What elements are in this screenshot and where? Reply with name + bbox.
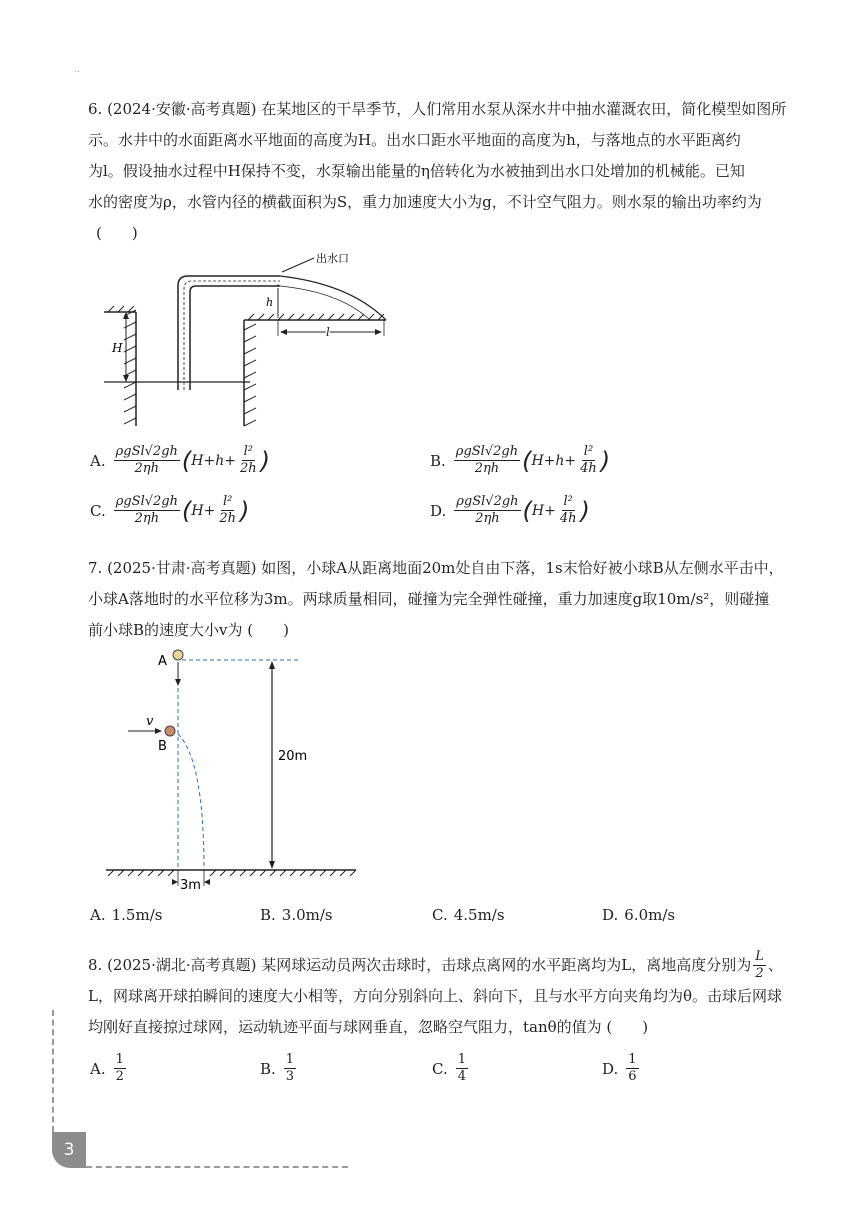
q7-label-v: v	[146, 714, 154, 729]
fraction-denominator: 2h	[219, 511, 236, 526]
expr-inner: H+h+	[191, 452, 236, 469]
q7-label-height: 20m	[278, 749, 308, 764]
corner-mark: ..	[74, 64, 81, 75]
q6-label-l: l	[326, 325, 330, 339]
expr-inner: H+	[191, 502, 216, 519]
option-letter: B.	[430, 451, 446, 470]
option-letter: C.	[90, 501, 106, 520]
q8-option-c[interactable]	[432, 1052, 470, 1085]
option-expression: ( H+h+ $\frac{\text{l²}}{2h}$ )	[181, 444, 270, 476]
fraction-numerator: 1	[285, 1052, 295, 1067]
q6-line: 6. (2024·安徽·高考真题) 在某地区的干旱季节，人们常用水泵从深水井中抽水灌溉农田，简化模型如图所	[88, 100, 787, 118]
option-text: 4.5m/s	[453, 906, 505, 924]
fraction-numerator: ρgSl√2gh	[455, 444, 519, 459]
expr-inner: H+	[531, 502, 556, 519]
option-text: 6.0m/s	[624, 906, 676, 924]
fraction-numerator: 1	[628, 1052, 637, 1067]
option-fraction	[454, 494, 520, 527]
footer-dashed-line	[86, 1166, 348, 1168]
q7-label-A: A	[158, 654, 167, 669]
margin-dashed-line	[52, 1010, 54, 1132]
option-fraction	[114, 444, 180, 477]
q6-line: 水的密度为ρ，水管内径的横截面积为S，重力加速度大小为g，不计空气阻力。则水泵的输出功率约为	[88, 193, 762, 211]
fraction-denominator: 2ηh	[475, 511, 500, 526]
q8-line	[88, 950, 808, 981]
expr-inner: H+h+	[531, 452, 577, 469]
option-letter: A.	[90, 451, 106, 470]
option-text: 3.0m/s	[281, 906, 333, 924]
q8-line: 均刚好直接掠过球网，运动轨迹平面与球网垂直，忽略空气阻力，tanθ的值为 ( )	[88, 1018, 649, 1036]
option-fraction	[454, 444, 520, 477]
option-letter: A.	[90, 1059, 106, 1078]
option-text: 1.5m/s	[111, 906, 163, 924]
ball-b	[165, 726, 175, 736]
q6-line: 为l。假设抽水过程中H保持不变，水泵输出能量的η倍转化为水被抽到出水口处增加的机械能。已知	[88, 162, 745, 180]
q7-figure	[100, 644, 370, 894]
fraction-numerator: 1	[457, 1052, 466, 1067]
q7-option-b[interactable]	[260, 906, 333, 924]
option-expression: ( H+ $\frac{\text{l²}}{4h}$ )	[522, 494, 590, 526]
q6-label-h: h	[266, 296, 274, 309]
q8-height-fraction	[753, 949, 766, 982]
q6-option-b[interactable]	[430, 444, 610, 477]
fraction-denominator: 2ηh	[134, 511, 160, 526]
q7-line: 7. (2025·甘肃·高考真题) 如图，小球A从距离地面20m处自由下落，1s末恰好被小球B从左侧水平击中，	[88, 559, 784, 577]
fraction-denominator: 2	[755, 966, 764, 981]
option-fraction	[114, 494, 180, 527]
ball-a	[173, 650, 183, 660]
fraction-denominator: 2ηh	[134, 461, 159, 476]
q6-option-a[interactable]	[90, 444, 270, 477]
page-number: 3	[52, 1132, 86, 1168]
question-7	[88, 553, 808, 646]
fraction-denominator: 4h	[580, 461, 597, 476]
fraction-denominator: 4h	[559, 511, 577, 526]
fraction-numerator: l²	[222, 494, 233, 509]
question-6	[88, 94, 808, 249]
fraction-denominator: 4	[457, 1069, 466, 1084]
q6-label-H: H	[112, 341, 123, 355]
fraction-numerator: L	[755, 949, 764, 964]
question-8	[88, 950, 808, 1043]
q8-option-a[interactable]	[90, 1052, 128, 1085]
q7-line: 前小球B的速度大小v为 ( )	[88, 621, 289, 639]
q7-line: 小球A落地时的水平位移为3m。两球质量相同，碰撞为完全弹性碰撞，重力加速度g取10m/s²，则碰撞	[88, 590, 770, 608]
q6-outlet-label: 出水口	[316, 252, 349, 265]
q8-line-text: 、	[767, 956, 783, 974]
option-letter: D.	[602, 1059, 619, 1078]
q6-option-d[interactable]	[430, 494, 590, 527]
q8-line: L，网球离开球拍瞬间的速度大小相等，方向分别斜向上、斜向下，且与水平方向夹角均为θ。击球后网球	[88, 987, 782, 1005]
fraction-numerator: 1	[115, 1052, 124, 1067]
q7-label-disp: 3m	[180, 878, 201, 893]
q6-figure	[100, 244, 400, 434]
q8-option-b[interactable]	[260, 1052, 298, 1085]
q7-option-a[interactable]	[90, 906, 162, 924]
option-letter: C.	[432, 1059, 448, 1078]
q8-line-text: 8. (2025·湖北·高考真题) 某网球运动员两次击球时，击球点离网的水平距离均为L，离地高度分别为	[88, 956, 752, 974]
fraction-numerator: ρgSl√2gh	[115, 444, 178, 459]
option-expression: ( H+ $\frac{\text{l²}}{2h}$ )	[182, 494, 250, 526]
option-letter: D.	[602, 906, 619, 924]
fraction-numerator: l²	[583, 444, 594, 459]
option-letter: D.	[430, 501, 447, 520]
option-letter: B.	[260, 1059, 276, 1078]
fraction-numerator: l²	[563, 494, 573, 509]
fraction-numerator: l²	[243, 444, 253, 459]
fraction-denominator: 2	[115, 1069, 124, 1084]
option-letter: B.	[260, 906, 276, 924]
option-letter: C.	[432, 906, 448, 924]
option-letter: A.	[90, 906, 106, 924]
fraction-denominator: 6	[628, 1069, 637, 1084]
q7-label-B: B	[158, 739, 167, 754]
q6-line: 示。水井中的水面距离水平地面的高度为H。出水口距水平地面的高度为h，与落地点的水平距离约	[88, 131, 741, 149]
q7-option-c[interactable]	[432, 906, 505, 924]
fraction-denominator: 2h	[239, 461, 257, 476]
q6-option-c[interactable]	[90, 494, 249, 527]
fraction-denominator: 3	[285, 1069, 295, 1084]
fraction-numerator: ρgSl√2gh	[456, 494, 519, 509]
fraction-denominator: 2ηh	[474, 461, 500, 476]
option-expression: ( H+h+ $\frac{\text{l²}}{4h}$ )	[522, 444, 611, 476]
q6-answer-paren: ( )	[96, 224, 138, 242]
q7-option-d[interactable]	[602, 906, 675, 924]
q8-option-d[interactable]	[602, 1052, 641, 1085]
fraction-numerator: ρgSl√2gh	[115, 494, 178, 509]
